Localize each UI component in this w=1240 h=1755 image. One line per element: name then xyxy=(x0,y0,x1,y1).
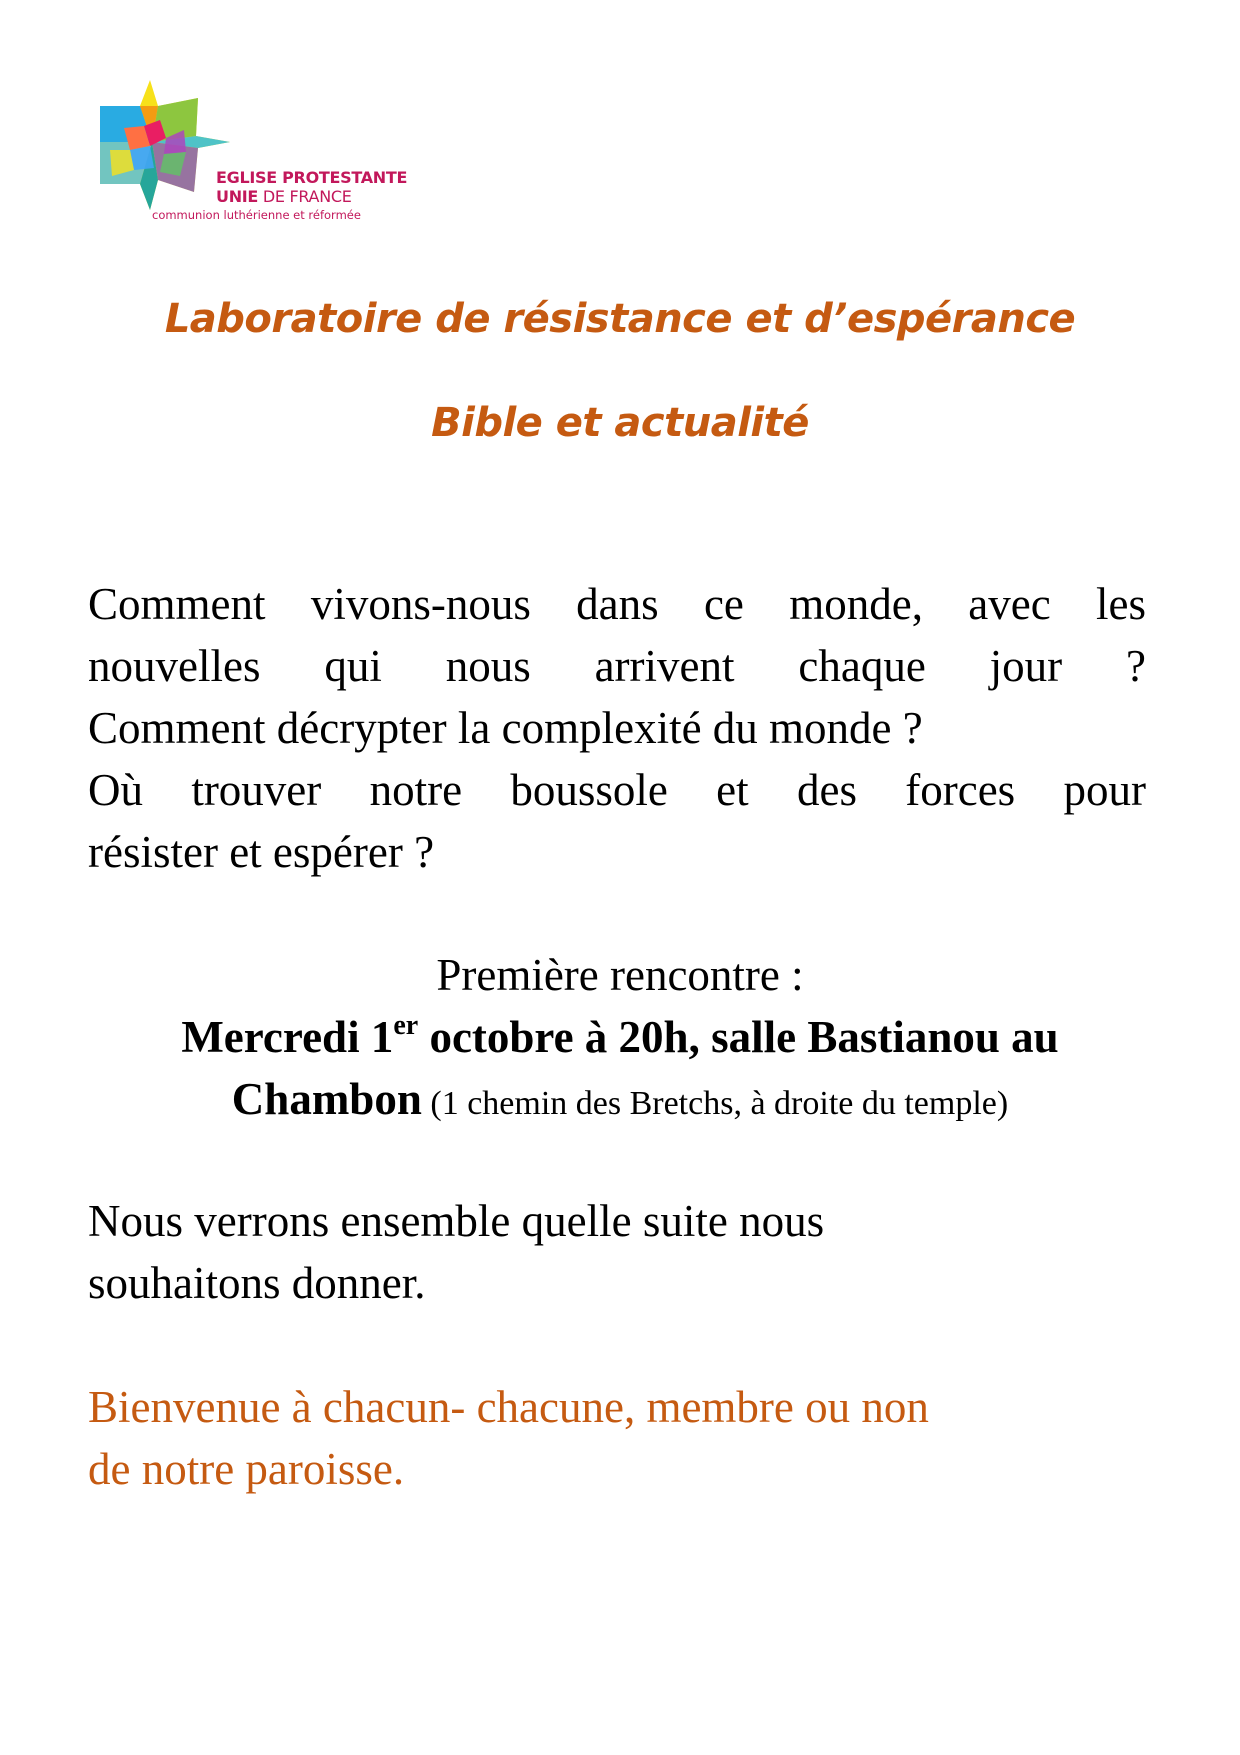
first-meeting-label: Première rencontre : xyxy=(436,950,804,1000)
followup-line: souhaitons donner. xyxy=(88,1258,426,1308)
logo-tagline: communion luthérienne et réformée xyxy=(152,208,361,222)
welcome-paragraph xyxy=(88,1376,1146,1500)
followup-paragraph xyxy=(88,1190,1146,1314)
subtitle: Bible et actualité xyxy=(431,400,809,446)
logo-text-de-france: DE FRANCE xyxy=(258,187,352,206)
welcome-line: Bienvenue à chacun- chacune, membre ou non xyxy=(88,1382,929,1432)
intro-line: Où trouver notre boussole et des forces pour xyxy=(88,765,1146,815)
meeting-day-suffix: er xyxy=(393,1010,419,1041)
intro-line: Comment décrypter la complexité du monde ? xyxy=(88,703,923,753)
intro-line: Comment vivons-nous dans ce monde, avec les xyxy=(88,579,1146,629)
logo-text-line1: EGLISE PROTESTANTE xyxy=(216,168,408,187)
church-logo xyxy=(100,80,410,230)
meeting-address: (1 chemin des Bretchs, à droite du temple) xyxy=(421,1085,1009,1122)
meeting-details: octobre à 20h, salle Bastianou au xyxy=(418,1012,1059,1062)
logo-text-line2 xyxy=(216,187,352,206)
meeting-date-line xyxy=(60,1006,1180,1068)
meeting-place-line xyxy=(60,1068,1180,1135)
intro-line: nouvelles qui nous arrivent chaque jour ? xyxy=(88,641,1146,691)
intro-paragraph xyxy=(88,573,1146,883)
welcome-line: de notre paroisse. xyxy=(88,1444,405,1494)
meeting-place: Chambon xyxy=(231,1074,422,1124)
intro-line: résister et espérer ? xyxy=(88,827,435,877)
title: Laboratoire de résistance et d’espérance xyxy=(164,296,1076,342)
logo-text-unie: UNIE xyxy=(216,187,259,206)
followup-line: Nous verrons ensemble quelle suite nous xyxy=(88,1196,825,1246)
meeting-day: Mercredi 1 xyxy=(181,1012,394,1062)
